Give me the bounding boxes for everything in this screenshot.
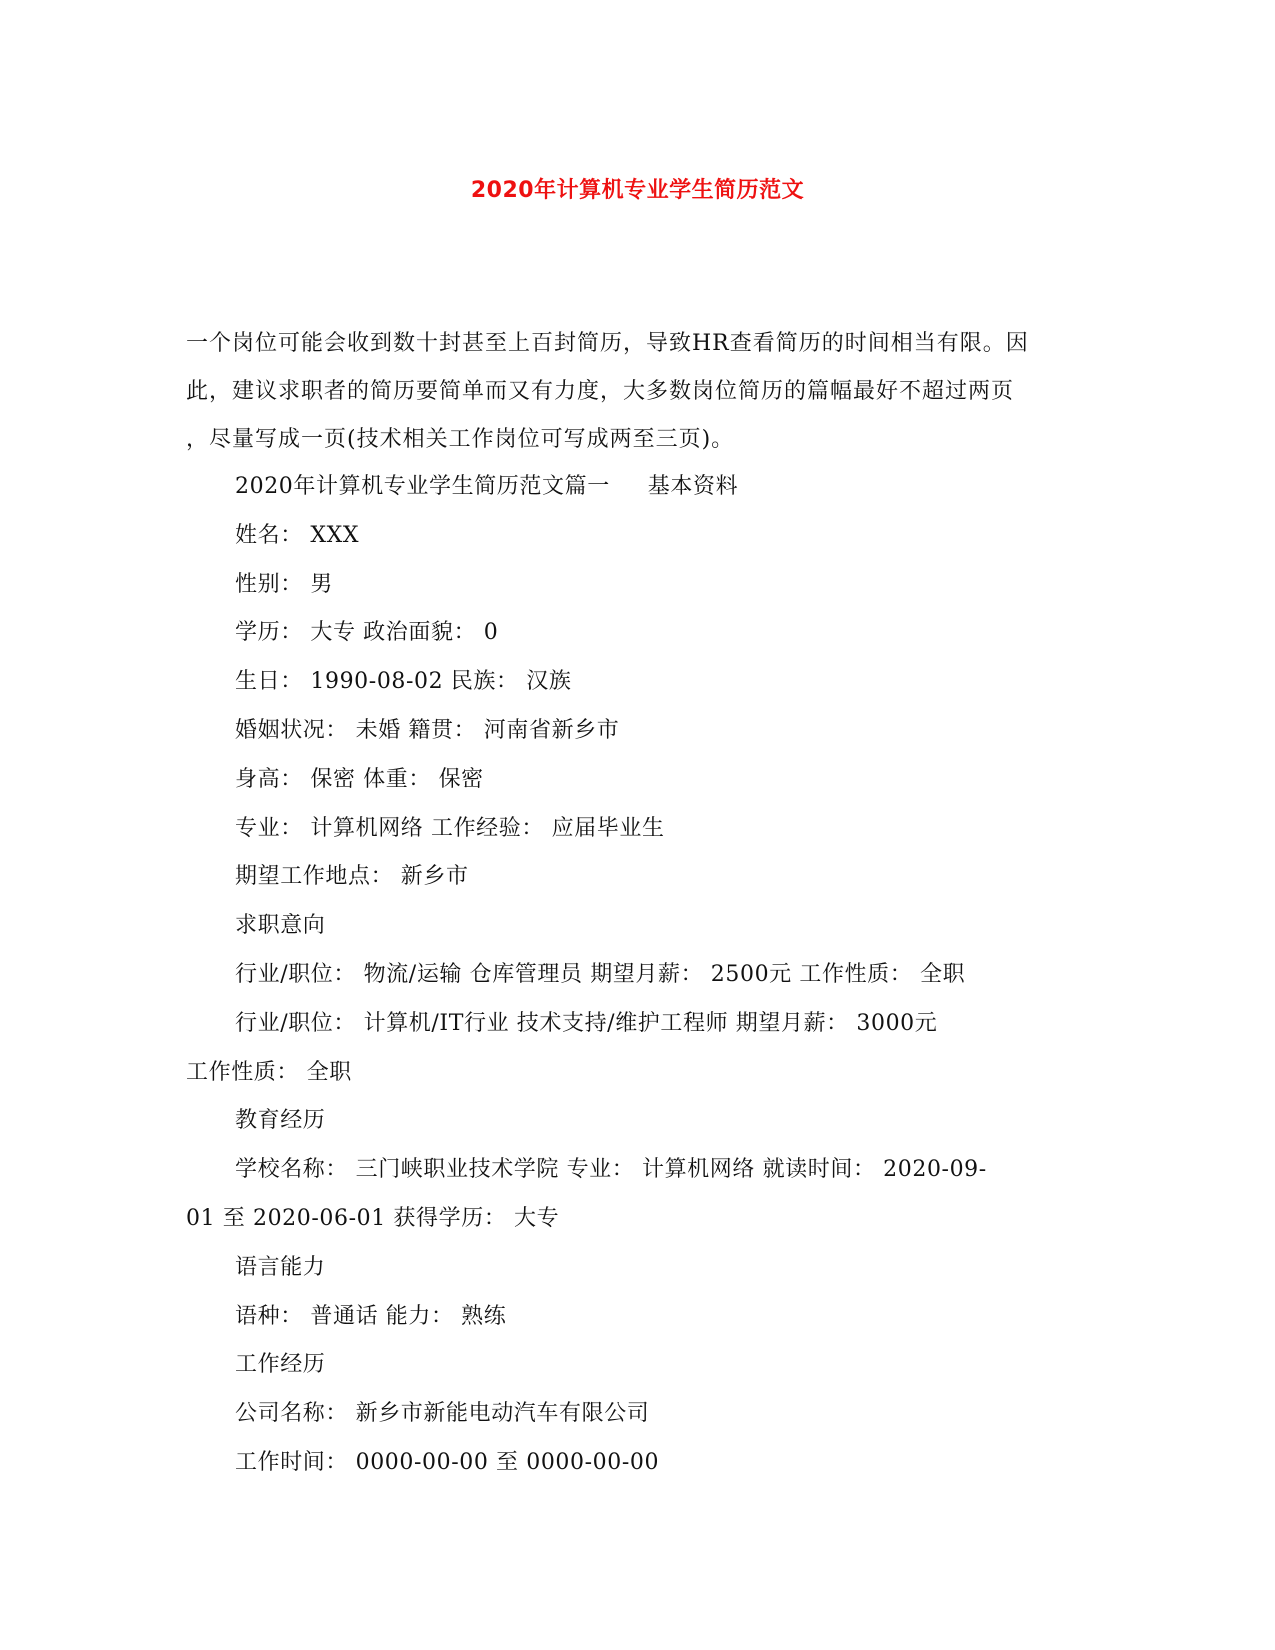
section-heading-label: 基本资料 — [647, 474, 739, 499]
resume-line-continued: 01 至 2020-06-01 获得学历： 大专 — [186, 1205, 560, 1231]
resume-line: 姓名： XXX — [235, 522, 360, 548]
section-heading-title: 2020年计算机专业学生简历范文篇一 — [235, 474, 610, 499]
intro-line: 此，建议求职者的简历要简单而又有力度，大多数岗位简历的篇幅最好不超过两页 — [186, 379, 1015, 404]
resume-line: 生日： 1990-08-02 民族： 汉族 — [235, 669, 572, 695]
intro-line: 一个岗位可能会收到数十封甚至上百封简历，导致HR查看简历的时间相当有限。因 — [186, 331, 1029, 356]
resume-line: 工作时间： 0000-00-00 至 0000-00-00 — [235, 1449, 660, 1475]
section-label: 工作经历 — [235, 1352, 326, 1378]
resume-line: 专业： 计算机网络 工作经验： 应届毕业生 — [235, 815, 665, 841]
section-label: 教育经历 — [235, 1108, 326, 1134]
intro-paragraph — [186, 320, 1091, 464]
resume-line: 语种： 普通话 能力： 熟练 — [235, 1303, 507, 1329]
section-heading — [186, 463, 1091, 512]
document-title: 2020年计算机专业学生简历范文 — [470, 178, 805, 203]
resume-line-continued: 工作性质： 全职 — [186, 1059, 352, 1085]
resume-line: 身高： 保密 体重： 保密 — [235, 766, 484, 792]
resume-line: 性别： 男 — [235, 571, 333, 597]
resume-line: 行业/职位： 计算机/IT行业 技术支持/维护工程师 期望月薪： 3000元 — [235, 1010, 938, 1036]
resume-body — [186, 463, 1091, 1488]
resume-line: 学历： 大专 政治面貌： 0 — [235, 620, 499, 646]
resume-line: 学校名称： 三门峡职业技术学院 专业： 计算机网络 就读时间： 2020-09- — [235, 1157, 987, 1183]
resume-line: 婚姻状况： 未婚 籍贯： 河南省新乡市 — [235, 717, 620, 743]
section-label: 语言能力 — [235, 1254, 326, 1280]
resume-line: 期望工作地点： 新乡市 — [235, 864, 469, 890]
resume-line: 行业/职位： 物流/运输 仓库管理员 期望月薪： 2500元 工作性质： 全职 — [235, 961, 966, 987]
intro-line: ，尽量写成一页(技术相关工作岗位可写成两至三页)。 — [186, 427, 735, 452]
resume-line: 公司名称： 新乡市新能电动汽车有限公司 — [235, 1401, 650, 1427]
section-label: 求职意向 — [235, 913, 326, 939]
